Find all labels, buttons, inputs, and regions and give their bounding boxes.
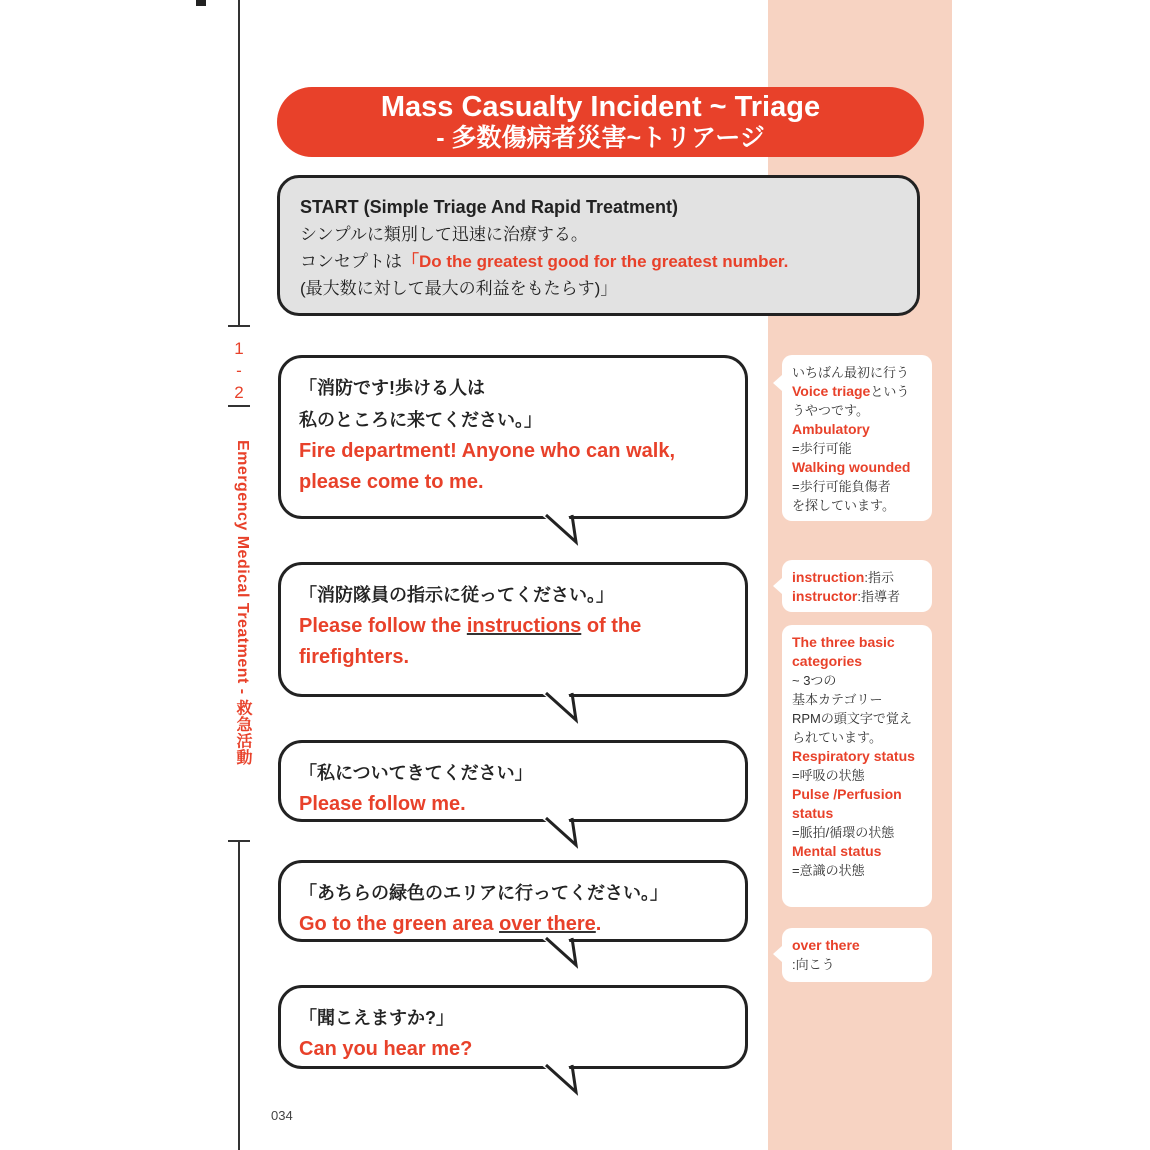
corner-mark bbox=[196, 0, 206, 6]
bubble-english: firefighters. bbox=[299, 646, 410, 668]
sidebar-note: instruction:指示 instructor:指導者 bbox=[782, 560, 932, 612]
chapter-rule-bottom bbox=[238, 840, 240, 1150]
note-pointer bbox=[773, 578, 782, 594]
bubble-japanese: 私のところに来てください。」 bbox=[299, 410, 542, 430]
start-concept: コンセプトは「Do the greatest good for the greatest number. bbox=[300, 252, 789, 271]
chapter-title: Emergency Medical Treatment ‐ 救急活動 bbox=[234, 440, 251, 766]
start-heading: START (Simple Triage And Rapid Treatment) bbox=[300, 197, 679, 217]
page-title bbox=[277, 87, 924, 157]
bubble-japanese: 「聞こえますか?」 bbox=[299, 1008, 454, 1028]
bubble-tail bbox=[538, 815, 584, 849]
bubble-japanese: 「消防隊員の指示に従ってください。」 bbox=[299, 585, 614, 605]
chapter-rule-tick bbox=[228, 405, 250, 407]
note-pointer bbox=[773, 946, 782, 962]
speech-bubble bbox=[278, 355, 748, 519]
start-concept-translation: (最大数に対して最大の利益をもたらす)」 bbox=[300, 279, 618, 298]
speech-bubble bbox=[278, 985, 748, 1069]
bubble-english: Can you hear me? bbox=[299, 1038, 473, 1060]
sidebar-note: over there :向こう bbox=[782, 928, 932, 982]
sidebar-note: The three basic categories ~ 3つの 基本カテゴリー RPMの頭文字で覚えられています。 Respiratory status =呼吸の状態 Pulse /Perfusion status =脈拍/循環の状態 Mental status =意識の状態 bbox=[782, 625, 932, 907]
bubble-english: Go to the green area over there. bbox=[299, 913, 602, 935]
page-number: 034 bbox=[271, 1108, 293, 1123]
note-pointer bbox=[773, 375, 782, 391]
bubble-japanese: 「私についてきてください」 bbox=[299, 763, 533, 783]
speech-bubble bbox=[278, 740, 748, 822]
bubble-english: Fire department! Anyone who can walk, bbox=[299, 440, 675, 462]
chapter-number: 1 - 2 bbox=[234, 339, 244, 402]
bubble-tail bbox=[538, 690, 584, 724]
bubble-english: please come to me. bbox=[299, 471, 484, 493]
title-english: Mass Casualty Incident ~ Triage bbox=[380, 91, 821, 123]
bubble-tail bbox=[538, 1062, 584, 1096]
start-definition-box bbox=[277, 175, 920, 316]
start-description: シンプルに類別して迅速に治療する。 bbox=[300, 225, 588, 244]
bubble-english: Please follow the instructions of the bbox=[299, 615, 642, 637]
bubble-english: Please follow me. bbox=[299, 793, 466, 815]
speech-bubble bbox=[278, 860, 748, 942]
sidebar-note: いちばん最初に行う Voice triageという うやつです。 Ambulatory =歩行可能 Walking wounded =歩行可能負傷者 を探しています。 bbox=[782, 355, 932, 521]
bubble-japanese: 「消防です!歩ける人は bbox=[299, 378, 485, 398]
chapter-rule-top bbox=[238, 0, 240, 326]
bubble-tail bbox=[538, 512, 584, 546]
chapter-rule-tick bbox=[228, 325, 250, 327]
bubble-japanese: 「あちらの緑色のエリアに行ってください。」 bbox=[299, 883, 668, 903]
bubble-tail bbox=[538, 935, 584, 969]
speech-bubble bbox=[278, 562, 748, 697]
title-japanese: - 多数傷病者災害~トリアージ bbox=[436, 124, 765, 152]
